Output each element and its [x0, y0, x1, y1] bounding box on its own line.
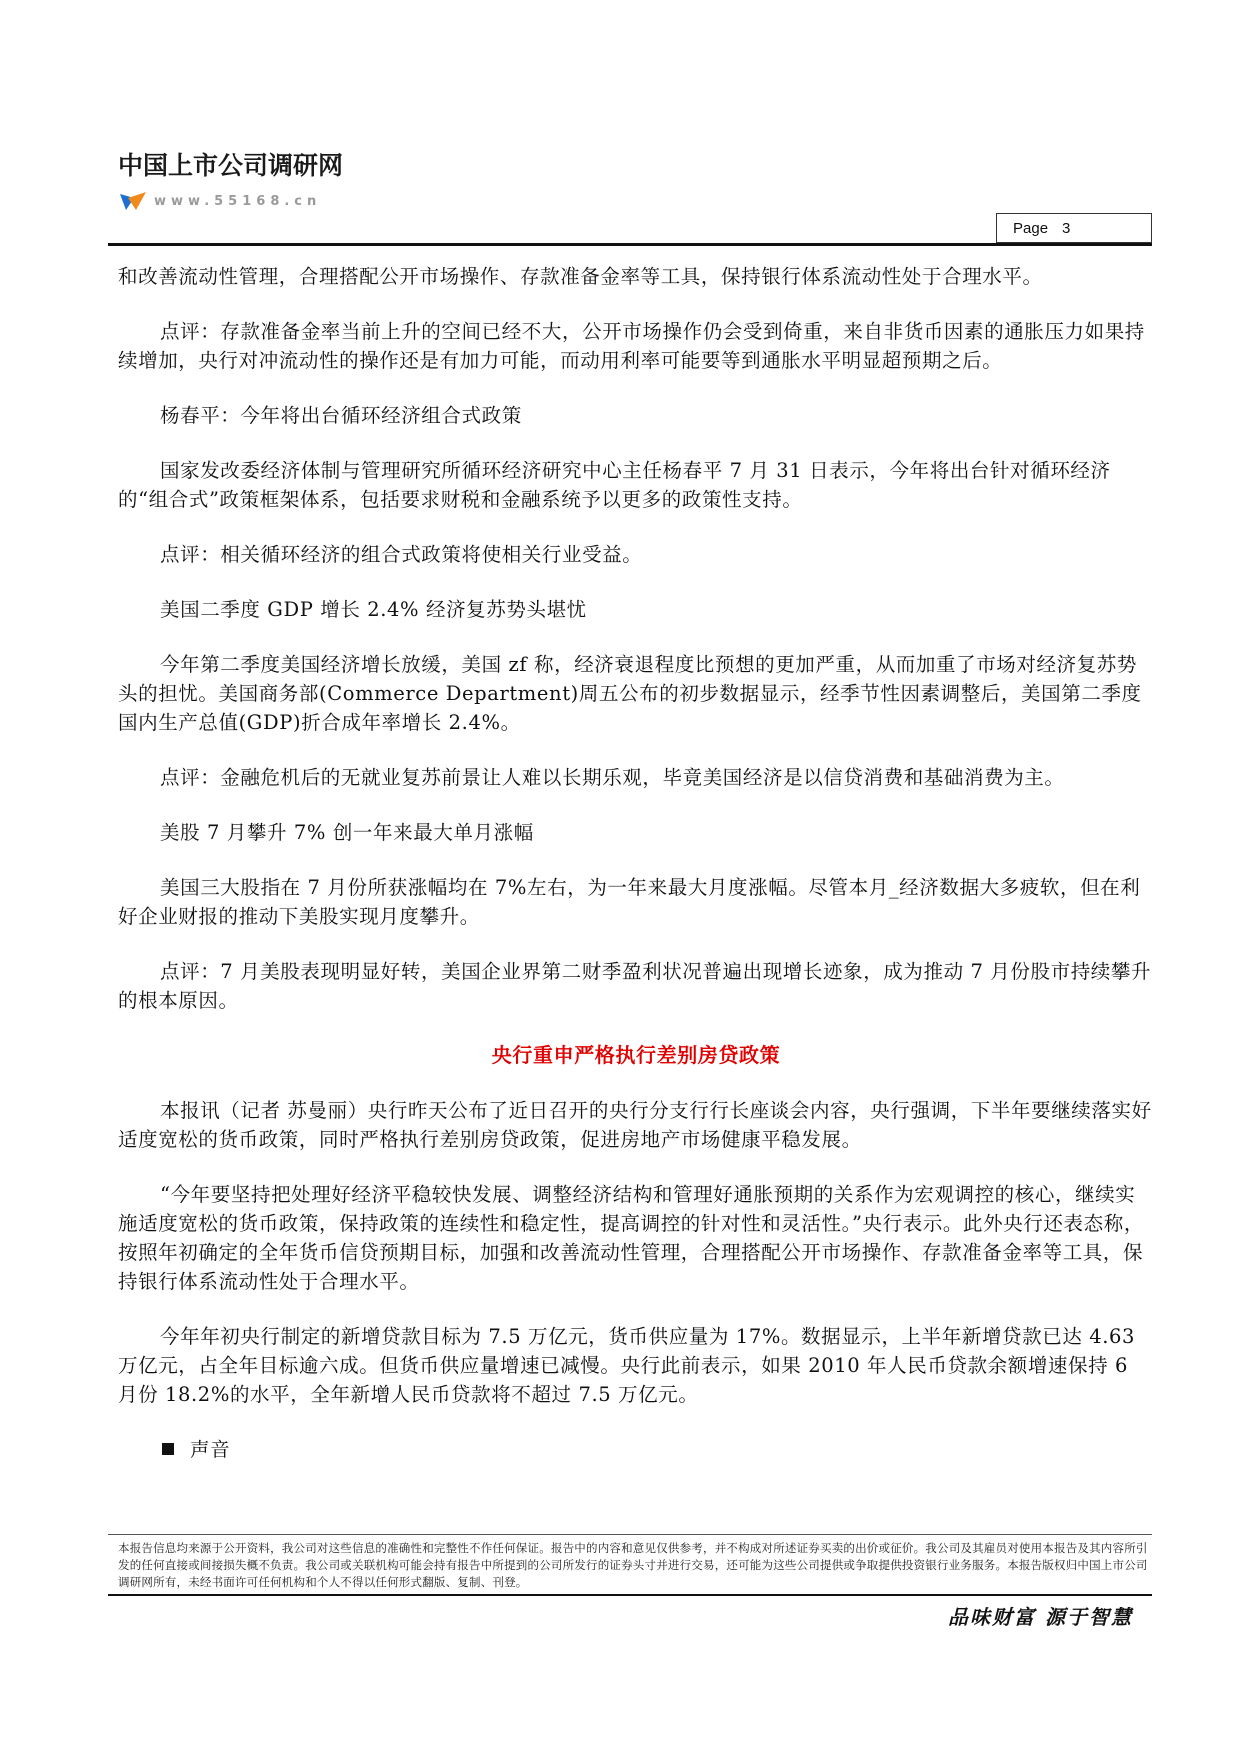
footer-divider-top	[108, 1534, 1152, 1535]
paragraph: 和改善流动性管理，合理搭配公开市场操作、存款准备金率等工具，保持银行体系流动性处于合理水平。	[118, 265, 1043, 288]
paragraph: 国家发改委经济体制与管理研究所循环经济研究中心主任杨春平 7 月 31 日表示，今年将出台针对循环经济的“组合式”政策框架体系，包括要求财税和金融系统予以更多的政策性支持。	[118, 459, 1111, 511]
paragraph: 本报讯（记者 苏曼丽）央行昨天公布了近日召开的央行分支行行长座谈会内容，央行强调，下半年要继续落实好适度宽松的货币政策，同时严格执行差别房贷政策，促进房地产市场健康平稳发展。	[118, 1099, 1152, 1151]
footer-divider-bottom	[108, 1594, 1152, 1596]
logo-title: 中国上市公司调研网	[118, 151, 344, 180]
logo-url: www.55168.cn	[154, 193, 322, 209]
section-title: 央行重申严格执行差别房贷政策	[491, 1043, 781, 1067]
site-logo[interactable]	[118, 146, 343, 212]
section-bullet	[118, 1435, 1154, 1464]
square-bullet-icon	[162, 1443, 174, 1455]
page-indicator	[996, 213, 1152, 243]
header-divider	[108, 243, 1152, 246]
paragraph: 美国三大股指在 7 月份所获涨幅均在 7%左右，为一年来最大月度涨幅。尽管本月_经济数据大多疲软，但在利好企业财报的推动下美股实现月度攀升。	[118, 876, 1141, 928]
footer-slogan: 品味财富 源于智慧	[948, 1605, 1133, 1629]
page-label: Page	[1013, 219, 1049, 237]
page-number: 3	[1062, 219, 1071, 237]
commentary: 点评：7 月美股表现明显好转，美国企业界第二财季盈利状况普遍出现增长迹象，成为推动 7 月份股市持续攀升的根本原因。	[118, 960, 1152, 1012]
paragraph: 今年年初央行制定的新增贷款目标为 7.5 万亿元，货币供应量为 17%。数据显示，上半年新增贷款已达 4.63 万亿元，占全年目标逾六成。但货币供应量增速已减慢。央行此前表示，如果 2010 年人民币贷款余额增速保持 6 月份 18.2%的水平，全年新增人民币贷款将不超过 7.5 万亿元。	[118, 1325, 1136, 1406]
bullet-label: 声音	[190, 1438, 231, 1461]
commentary: 点评：存款准备金率当前上升的空间已经不大，公开市场操作仍会受到倚重，来自非货币因素的通胀压力如果持续增加，央行对冲流动性的操作还是有加力可能，而动用利率可能要等到通胀水平明显超预期之后。	[118, 320, 1145, 372]
paragraph: 今年第二季度美国经济增长放缓，美国 zf 称，经济衰退程度比预想的更加严重，从而加重了市场对经济复苏势头的担忧。美国商务部(Commerce Department)周五公布的初步数据显示，经季节性因素调整后，美国第二季度国内生产总值(GDP)折合成年率增长 2.4%。	[118, 653, 1142, 734]
commentary: 点评：相关循环经济的组合式政策将使相关行业受益。	[160, 543, 643, 566]
news-headline: 美股 7 月攀升 7% 创一年来最大单月涨幅	[160, 821, 534, 844]
news-headline: 杨春平：今年将出台循环经济组合式政策	[160, 404, 522, 427]
article-body	[118, 262, 1154, 1490]
commentary: 点评：金融危机后的无就业复苏前景让人难以长期乐观，毕竟美国经济是以信贷消费和基础消费为主。	[160, 766, 1065, 789]
logo-mark-icon	[118, 190, 148, 212]
news-headline: 美国二季度 GDP 增长 2.4% 经济复苏势头堪忧	[160, 598, 587, 621]
paragraph: “今年要坚持把处理好经济平稳较快发展、调整经济结构和管理好通胀预期的关系作为宏观调控的核心，继续实施适度宽松的货币政策，保持政策的连续性和稳定性，提高调控的针对性和灵活性。”央行表示。此外央行还表态称，按照年初确定的全年货币信贷预期目标，加强和改善流动性管理，合理搭配公开市场操作、存款准备金率等工具，保持银行体系流动性处于合理水平。	[118, 1183, 1144, 1293]
disclaimer: 本报告信息均来源于公开资料，我公司对这些信息的准确性和完整性不作任何保证。报告中的内容和意见仅供参考，并不构成对所述证券买卖的出价或征价。我公司及其雇员对使用本报告及其内容所引发的任何直接或间接损失概不负责。我公司或关联机构可能会持有报告中所提到的公司所发行的证券头寸并进行交易，还可能为这些公司提供或争取提供投资银行业务服务。本报告版权归中国上市公司调研网所有，未经书面许可任何机构和个人不得以任何形式翻版、复制、刊登。	[118, 1541, 1148, 1589]
